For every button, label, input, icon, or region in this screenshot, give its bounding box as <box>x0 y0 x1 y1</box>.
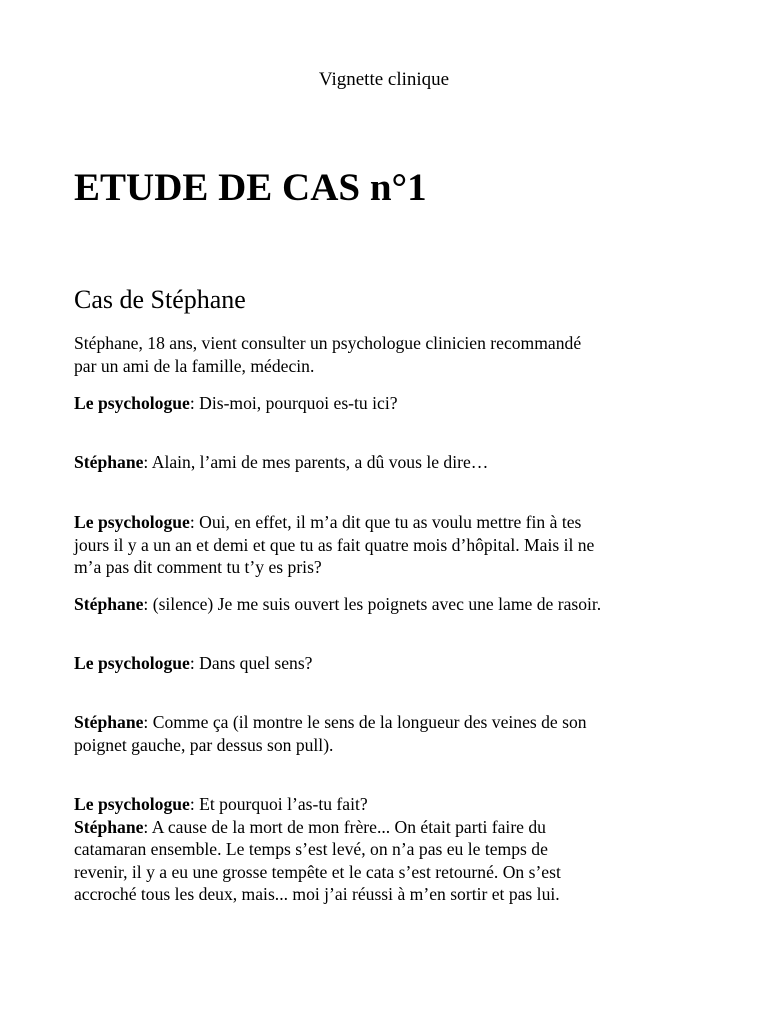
dialogue-text: : Alain, l’ami de mes parents, a dû vous le dire… <box>143 452 489 472</box>
dialogue-turn-psychologist <box>74 392 698 415</box>
dialogue-text: : A cause de la mort de mon frère... On était parti faire du <box>143 816 546 837</box>
speaker-name: Le psychologue <box>74 512 190 532</box>
dialogue-line <box>74 793 698 816</box>
speaker-name: Le psychologue <box>74 653 190 673</box>
dialogue-text: : Dans quel sens? <box>189 653 313 673</box>
dialogue-line: poignet gauche, par dessus son pull). <box>74 734 334 755</box>
dialogue-line <box>74 451 698 474</box>
speaker-name: Stéphane <box>74 452 144 472</box>
dialogue-line <box>74 511 698 534</box>
page-header: Vignette clinique <box>318 69 450 90</box>
intro-paragraph <box>74 332 698 377</box>
dialogue-turn-stephane <box>74 593 698 616</box>
dialogue-text: : Et pourquoi l’as-tu fait? <box>189 794 368 814</box>
speaker-name: Le psychologue <box>74 393 190 413</box>
dialogue-line: jours il y a un an et demi et que tu as fait quatre mois d’hôpital. Mais il ne <box>74 534 595 555</box>
dialogue-line <box>74 652 698 675</box>
document-title: ETUDE DE CAS n°1 <box>74 166 427 209</box>
intro-line: Stéphane, 18 ans, vient consulter un psychologue clinicien recommandé <box>74 333 582 353</box>
dialogue-line: catamaran ensemble. Le temps s’est levé, on n’a pas eu le temps de <box>74 839 548 859</box>
intro-line: par un ami de la famille, médecin. <box>74 355 315 376</box>
dialogue-text: : Oui, en effet, il m’a dit que tu as voulu mettre fin à tes <box>189 512 582 532</box>
speaker-name: Stéphane <box>74 816 144 837</box>
speaker-name: Stéphane <box>74 712 144 732</box>
dialogue-line <box>74 711 698 734</box>
dialogue-exchange <box>74 793 698 906</box>
dialogue-line: revenir, il y a eu une grosse tempête et le cata s’est retourné. On s’est <box>74 861 561 882</box>
dialogue-text: : Dis-moi, pourquoi es-tu ici? <box>189 393 398 413</box>
speaker-name: Stéphane <box>74 594 144 614</box>
dialogue-line <box>74 392 698 415</box>
dialogue-line <box>74 816 698 839</box>
dialogue-line: m’a pas dit comment tu t’y es pris? <box>74 557 322 577</box>
dialogue-line <box>74 593 698 616</box>
case-subtitle: Cas de Stéphane <box>74 285 246 314</box>
dialogue-turn-stephane <box>74 451 698 474</box>
dialogue-turn-psychologist <box>74 652 698 675</box>
dialogue-line: accroché tous les deux, mais... moi j’ai réussi à m’en sortir et pas lui. <box>74 884 560 904</box>
dialogue-turn-stephane <box>74 711 698 756</box>
dialogue-text: : (silence) Je me suis ouvert les poignets avec une lame de rasoir. <box>143 594 602 614</box>
dialogue-text: : Comme ça (il montre le sens de la longueur des veines de son <box>143 712 587 732</box>
speaker-name: Le psychologue <box>74 794 190 814</box>
dialogue-turn-psychologist <box>74 511 698 579</box>
